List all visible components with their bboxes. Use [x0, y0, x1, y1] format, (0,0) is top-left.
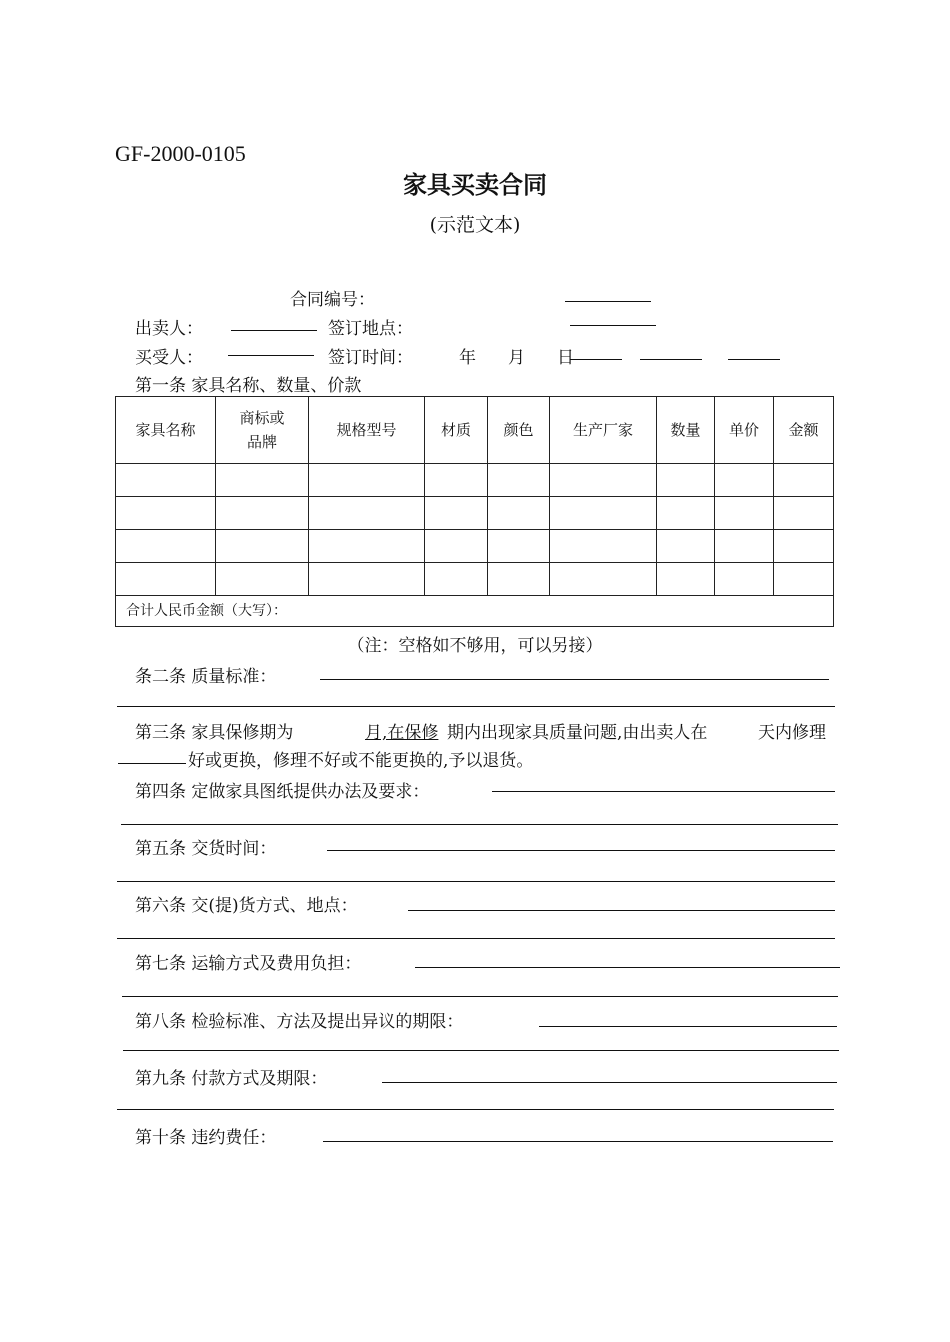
goods-table: [115, 396, 834, 627]
table-cell[interactable]: [715, 464, 774, 497]
article-3-days-field[interactable]: [118, 763, 186, 764]
table-cell[interactable]: [774, 530, 834, 563]
table-row: [116, 563, 834, 596]
table-cell[interactable]: [425, 530, 488, 563]
col-header-manufacturer: 生产厂家: [550, 397, 657, 464]
sign-place-field[interactable]: [570, 313, 656, 326]
table-cell[interactable]: [774, 563, 834, 596]
contract-title: 家具买卖合同: [403, 171, 547, 199]
col-header-model: 规格型号: [309, 397, 425, 464]
document-code: GF-2000-0105: [115, 141, 246, 166]
table-cell[interactable]: [488, 497, 550, 530]
article-6-field-line2[interactable]: [117, 938, 835, 939]
table-cell[interactable]: [715, 497, 774, 530]
article-4-label: 第四条 定做家具图纸提供办法及要求：: [135, 782, 430, 802]
table-cell[interactable]: [488, 530, 550, 563]
article-3-part4: 天内修理: [758, 723, 826, 743]
table-cell[interactable]: [216, 497, 309, 530]
table-cell[interactable]: [309, 530, 425, 563]
article-5-field-line2[interactable]: [117, 881, 835, 882]
table-row: [116, 497, 834, 530]
table-cell[interactable]: [715, 530, 774, 563]
col-header-material: 材质: [425, 397, 488, 464]
article-4-field[interactable]: [492, 791, 835, 792]
table-cell[interactable]: [550, 563, 657, 596]
article-4-field-line2[interactable]: [121, 824, 838, 825]
table-header-row: [116, 397, 834, 464]
table-cell[interactable]: [488, 464, 550, 497]
col-header-unit-price: 单价: [715, 397, 774, 464]
day-label: 日: [557, 348, 574, 368]
article-3-part2: 月,在保修: [365, 723, 439, 743]
article-2-field-line2[interactable]: [117, 706, 835, 707]
col-header-brand: [216, 397, 309, 464]
total-amount-cell[interactable]: 合计人民币金额（大写）：: [116, 596, 834, 627]
table-cell[interactable]: [657, 530, 715, 563]
col-header-brand-line1: 商标或: [239, 409, 285, 427]
article-5-field[interactable]: [327, 850, 835, 851]
seller-field[interactable]: [231, 318, 317, 331]
article-10-field[interactable]: [323, 1141, 833, 1142]
article-9-field[interactable]: [382, 1082, 837, 1083]
table-cell[interactable]: [657, 563, 715, 596]
table-row: [116, 464, 834, 497]
table-cell[interactable]: [657, 497, 715, 530]
col-header-quantity: 数量: [657, 397, 715, 464]
article-7-field[interactable]: [415, 967, 840, 968]
sign-place-label: 签订地点：: [328, 319, 413, 339]
table-cell[interactable]: [309, 497, 425, 530]
col-header-brand-line2: 品牌: [246, 433, 277, 451]
table-row: [116, 530, 834, 563]
article-3-part3: 期内出现家具质量问题,由出卖人在: [447, 723, 708, 743]
article-8-label: 第八条 检验标准、方法及提出异议的期限：: [135, 1012, 464, 1032]
table-cell[interactable]: [774, 464, 834, 497]
article-9-label: 第九条 付款方式及期限：: [135, 1069, 328, 1089]
article-6-field[interactable]: [408, 910, 835, 911]
table-cell[interactable]: [216, 464, 309, 497]
contract-no-label: 合同编号：: [290, 290, 375, 310]
col-header-name: 家具名称: [116, 397, 216, 464]
table-cell[interactable]: [715, 563, 774, 596]
table-cell[interactable]: [116, 464, 216, 497]
article-2-field[interactable]: [320, 679, 829, 680]
year-label: 年: [459, 348, 476, 368]
sign-time-field-2[interactable]: [640, 347, 702, 360]
buyer-field[interactable]: [228, 343, 314, 356]
table-total-row: [116, 596, 834, 627]
table-cell[interactable]: [216, 530, 309, 563]
article-6-label: 第六条 交(提)货方式、地点：: [135, 896, 358, 916]
table-cell[interactable]: [309, 563, 425, 596]
table-cell[interactable]: [116, 563, 216, 596]
table-cell[interactable]: [550, 464, 657, 497]
buyer-label: 买受人：: [135, 348, 203, 368]
article-10-label: 第十条 违约费任：: [135, 1128, 277, 1148]
article-7-label: 第七条 运输方式及费用负担：: [135, 954, 362, 974]
table-cell[interactable]: [488, 563, 550, 596]
article-8-field-line2[interactable]: [123, 1050, 839, 1051]
table-cell[interactable]: [425, 464, 488, 497]
article-3-line2: 好或更换，修理不好或不能更换的,予以退货。: [188, 751, 534, 771]
table-cell[interactable]: [550, 497, 657, 530]
sign-time-field-1[interactable]: [570, 347, 622, 360]
table-cell[interactable]: [657, 464, 715, 497]
article-8-field[interactable]: [539, 1026, 837, 1027]
table-cell[interactable]: [774, 497, 834, 530]
table-note: （注：空格如不够用，可以另接）: [347, 636, 603, 656]
table-cell[interactable]: [216, 563, 309, 596]
sign-time-label: 签订时间：: [328, 348, 413, 368]
table-cell[interactable]: [116, 530, 216, 563]
col-header-color: 颜色: [488, 397, 550, 464]
sign-time-field-3[interactable]: [728, 347, 780, 360]
seller-label: 出卖人：: [135, 319, 203, 339]
article-1-heading: 第一条 家具名称、数量、价款: [135, 376, 362, 396]
col-header-amount: 金额: [774, 397, 834, 464]
table-cell[interactable]: [309, 464, 425, 497]
article-9-field-line2[interactable]: [117, 1109, 834, 1110]
contract-subtitle: (示范文本): [429, 214, 521, 236]
table-cell[interactable]: [425, 497, 488, 530]
month-label: 月: [508, 348, 525, 368]
table-cell[interactable]: [550, 530, 657, 563]
article-3-part1: 第三条 家具保修期为: [135, 723, 294, 743]
article-2-label: 条二条 质量标准：: [135, 667, 277, 687]
table-cell[interactable]: [116, 497, 216, 530]
article-5-label: 第五条 交货时间：: [135, 839, 277, 859]
article-7-field-line2[interactable]: [122, 996, 838, 997]
table-cell[interactable]: [425, 563, 488, 596]
contract-no-field[interactable]: [565, 289, 651, 302]
